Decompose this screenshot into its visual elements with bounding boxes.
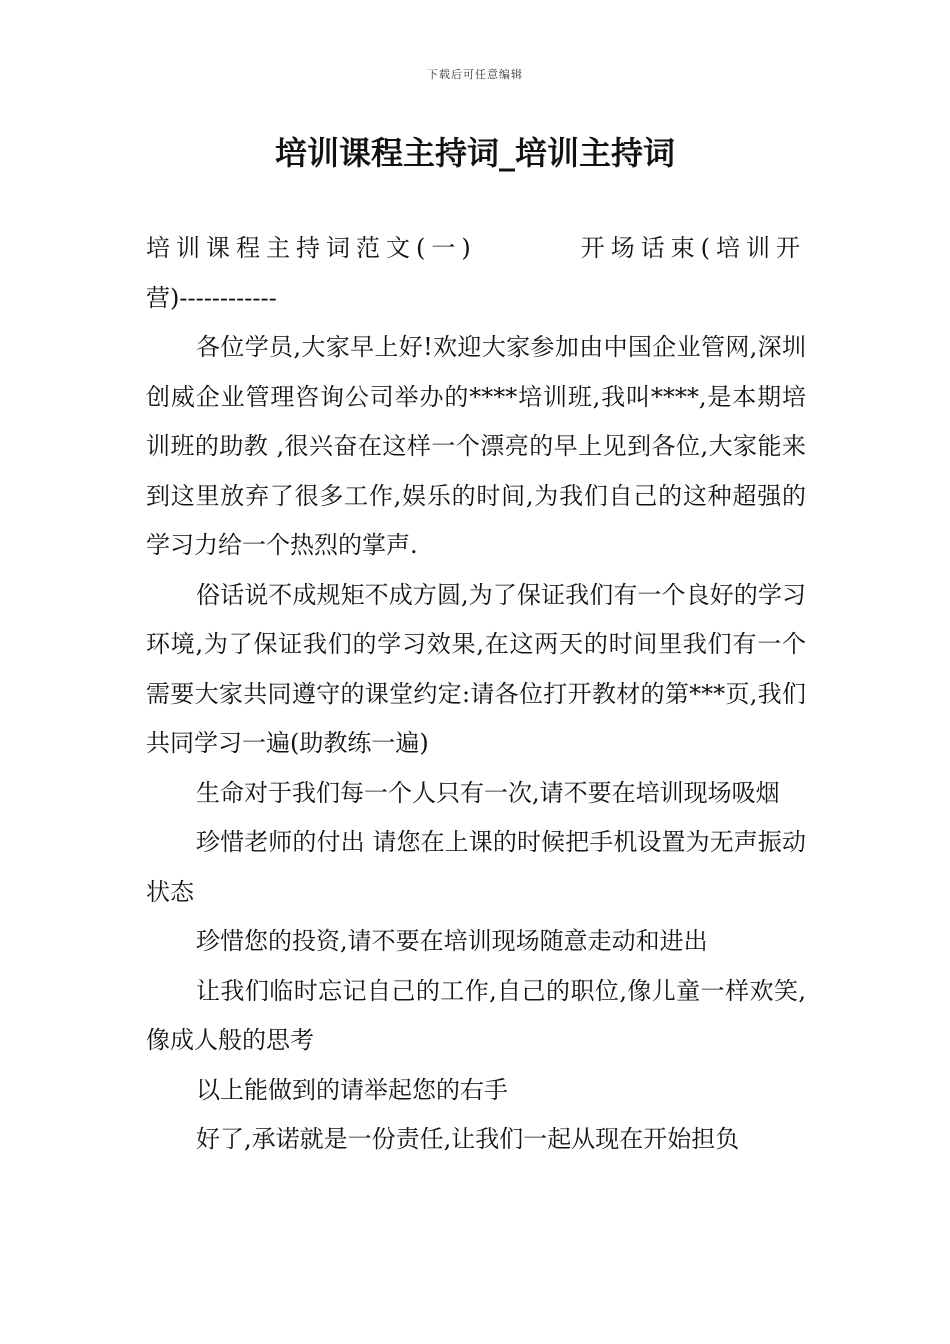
intro-line (146, 224, 806, 274)
paragraph: 好了,承诺就是一份责任,让我们一起从现在开始担负 (196, 1125, 740, 1153)
paragraph: 珍惜您的投资,请不要在培训现场随意走动和进出 (196, 927, 708, 955)
paragraph: 俗话说不成规矩不成方圆,为了保证我们有一个良好的学习环境,为了保证我们的学习效果,在这两天的时间里我们有一个需要大家共同遵守的课堂约定:请各位打开教材的第***页,我们共同学习一遍(助教练一遍) (146, 580, 806, 757)
header-note: 下载后可任意编辑 (427, 68, 523, 81)
document-body (146, 224, 806, 1165)
intro-left: 培训课程主持词范文(一) (146, 234, 477, 262)
paragraph: 以上能做到的请举起您的右手 (196, 1075, 508, 1104)
paragraph: 让我们临时忘记自己的工作,自己的职位,像儿童一样欢笑,像成人般的思考 (146, 976, 806, 1054)
intro-continuation: 营)------------ (146, 283, 277, 312)
paragraph: 珍惜老师的付出 请您在上课的时候把手机设置为无声振动状态 (146, 828, 806, 906)
paragraph: 各位学员,大家早上好!欢迎大家参加由中国企业管网,深圳创威企业管理咨询公司举办的****培训班,我叫****,是本期培训班的助教 ,很兴奋在这样一个漂亮的早上见到各位,大家能来到这里放弃了很多工作,娱乐的时间,为我们自己的这种超强的学习力给一个热烈的掌声. (146, 333, 806, 559)
document-title: 培训课程主持词_培训主持词 (274, 134, 675, 172)
paragraph: 生命对于我们每一个人只有一次,请不要在培训现场吸烟 (196, 778, 780, 807)
intro-right: 开场话束(培训开 (580, 234, 806, 262)
